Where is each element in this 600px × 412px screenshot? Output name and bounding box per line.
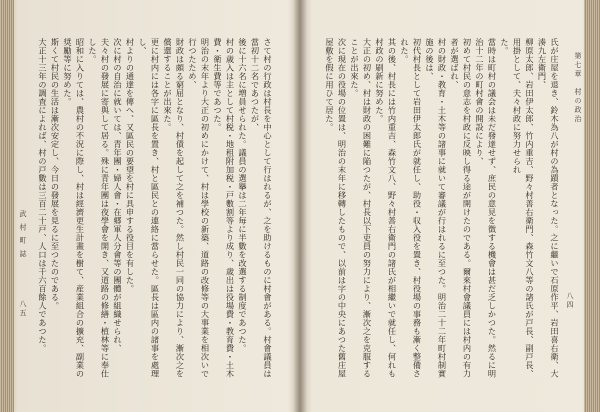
text-line: 斯くて村民の生活は漸次安定し、今日の發展を見るに至つたのである。 [50,38,61,310]
text-line: 大正十三年の調査によれば、村の戸數は三百二十戸、人口は千六百餘人であつた。 [38,38,48,353]
right-page [303,0,586,412]
text-line: 明治の末年より大正の初めにかけて、村は學校の新築、道路の改修等の大事業を相次いで行つたため、 [188,38,211,378]
text-line [321,38,324,378]
text-line: 更に村内には各字に區長を置き、村と區民との連絡に當らせた。區長は區内の諸事を處理し、 [138,38,161,378]
left-page [14,0,297,412]
text-line: た。 [500,38,510,55]
text-line: 夫々村の發展に寄與して居る。殊に青年團は夜學會を開き、又道路の修繕・植林等に奉仕した。 [88,38,111,378]
text-line: 當時は町村の議会は未だ發達せず、庶民の意見を徴する機會は甚だ乏しかつた。然るに明治十二年の町村會の開設により、 [475,38,498,378]
text-line: さて村の行政は村長を中心として行はれるが、之を助けるものに村會がある。村會議員は當初十二名であつたが、 [250,38,273,378]
text-line: 氏が庄屋を退き、鈴木為八が村の為蹟者となった。之に繼いで石原作平、岩田喜右衛、大湊九左衛門、 [537,38,560,378]
text-line: 村の財政・教育・土木等の諸事に就いて審議が行はれるに至つた。明治二十二年町村制實施の後は、 [425,38,448,378]
text-line: 其の後、村長には竹内重吉、森竹文八、野々村善右衛門の諸氏が相繼いで就任し、何れも村政の刷新に努めた。 [375,38,398,378]
text-line: 次に村の自治に就いては、青年團・婦人會・在郷軍人分會等の團體が組織せられ、 [113,38,123,353]
right-page-number: 八四 [566,292,574,310]
page-edges-left [0,0,14,412]
text-line: 後に十六名に増員せられた。議員の選擧は二年毎に半數を改選する制度であつた。 [238,38,248,353]
right-body-text [321,38,561,378]
text-line: 柳原太郎、岩田伊太郎、竹内重吉、野々村善右衛門、森竹文八等の諸氏が戸長、副戸長、用掛として、夫々村政に努力せられ [512,38,535,378]
text-line: 初めて村民の意志を村政に反映し得る途が開けたのである。爾來村會議員には村内の有力者が選ばれ、 [450,38,473,378]
text-line: 村よりの通達を傳へ、又區民の要望を村に具申する役目を有した。 [125,38,136,293]
text-line: 村の歳入は主として村税・地租附加税・戸數割等より成り、歳出は役場費・教育費・土木費・衛生費等であつた。 [213,38,236,378]
left-page-number: 八五 [19,300,27,318]
right-running-head: 第七章 村の政治 [574,52,582,124]
text-line: 初代村長として岩田伊太郎氏が就任し、助役・収入役を置き、村役場の事務も漸く整備された。 [400,38,423,378]
text-line: 昭和に入りては、農村の不況に際し、村は經濟更生計畫を樹て、産業組合の擴充、副業の奨勵等に努めた。 [63,38,86,378]
text-line: 大正の初め、村は財政の困難に陥つたが、村長以下吏員の努力により、漸次之を克服することが出來た。 [350,38,373,378]
left-body-text [36,38,274,378]
page-edges-right [584,0,600,412]
text-line: 財政は頗る窮屈となり、村債を起して之を補つた。然し村民一同の協力により、漸次之を償還することが出來た。 [163,38,186,378]
text-line: 次に現在の役場の位置は、明治の末年に移轉したもので、以前は字の中央にあつた舊庄屋屋敷を假に用ひて居た。 [325,38,348,378]
left-running-head: 武 村 町 誌 [19,210,27,259]
text-line [36,38,37,378]
